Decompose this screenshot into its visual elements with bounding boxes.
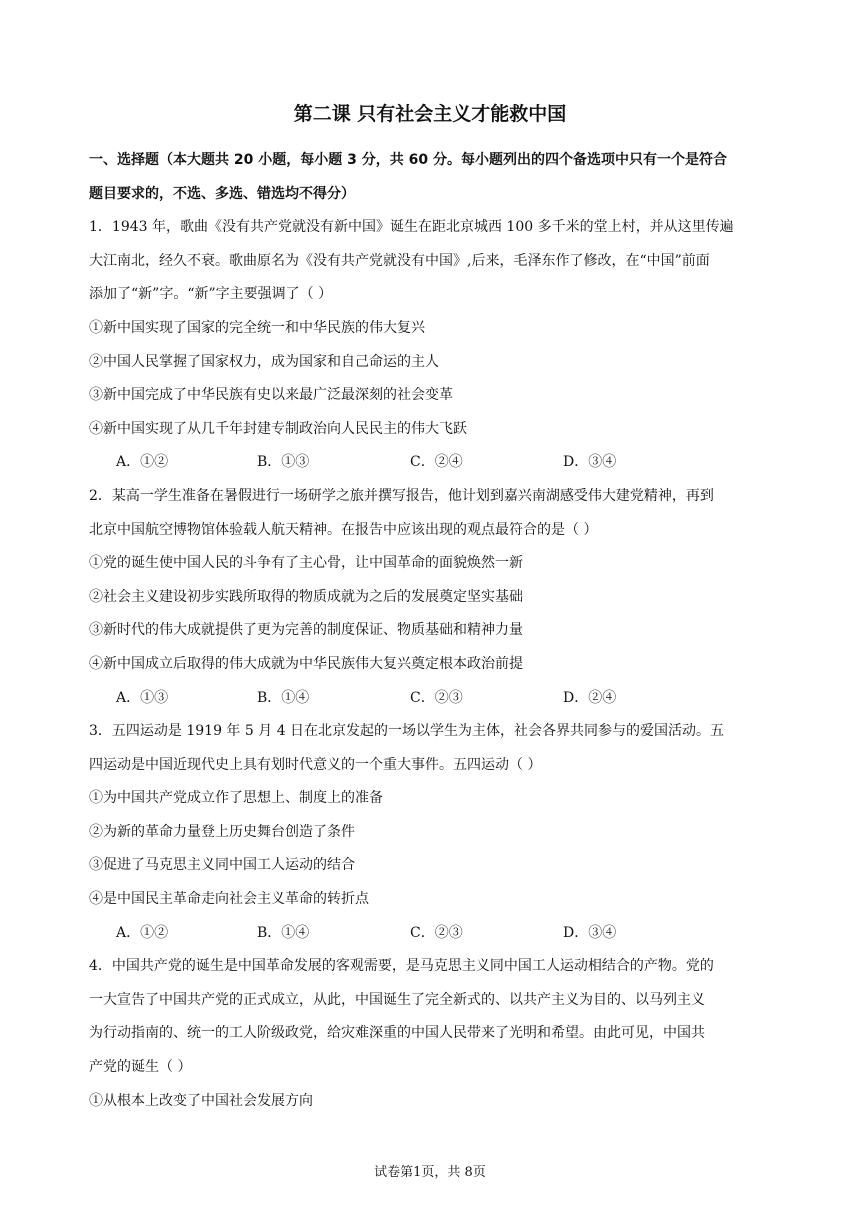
option-a: A．①② (116, 924, 169, 941)
question-stem-line: 一大宣告了中国共产党的正式成立，从此，中国诞生了完全新式的、以共产主义为目的、以马列主义 (89, 991, 705, 1008)
question-stem-line: 产党的诞生（ ） (89, 1059, 192, 1076)
option-b: B．①③ (257, 454, 310, 471)
question-4 (89, 950, 775, 1118)
option-a: A．①③ (116, 689, 169, 706)
question-stem-line: 四运动是中国近现代史上具有划时代意义的一个重大事件。五四运动（ ） (89, 756, 542, 773)
option-d: D．②④ (563, 689, 617, 706)
answer-options (89, 446, 775, 480)
statement: ①新中国实现了国家的完全统一和中华民族的伟大复兴 (89, 319, 425, 336)
statement: ③促进了马克思主义同中国工人运动的结合 (89, 857, 355, 874)
statement: ①为中国共产党成立作了思想上、制度上的准备 (89, 790, 383, 807)
option-b: B．①④ (257, 924, 310, 941)
statement: ②中国人民掌握了国家权力，成为国家和自己命运的主人 (89, 353, 439, 370)
statement: ③新中国完成了中华民族有史以来最广泛最深刻的社会变革 (89, 387, 453, 404)
lesson-title: 第二课 只有社会主义才能救中国 (293, 103, 567, 125)
statement: ①党的诞生使中国人民的斗争有了主心骨，让中国革命的面貌焕然一新 (89, 555, 523, 572)
question-2 (89, 480, 775, 715)
option-c: C．②③ (410, 689, 463, 706)
statement: ④新中国成立后取得的伟大成就为中华民族伟大复兴奠定根本政治前提 (89, 655, 523, 672)
option-d: D．③④ (563, 454, 617, 471)
option-a: A．①② (116, 454, 169, 471)
statement: ④新中国实现了从几千年封建专制政治向人民民主的伟大飞跃 (89, 420, 467, 437)
question-stem-line: 4．中国共产党的诞生是中国革命发展的客观需要，是马克思主义同中国工人运动相结合的产物。党的 (89, 958, 714, 975)
statement: ④是中国民主革命走向社会主义革命的转折点 (89, 891, 369, 908)
option-c: C．②③ (410, 924, 463, 941)
question-stem-line: 3．五四运动是 1919 年 5 月 4 日在北京发起的一场以学生为主体，社会各界共同参与的爱国活动。五 (89, 723, 725, 740)
question-stem-line: 北京中国航空博物馆体验载人航天精神。在报告中应该出现的观点最符合的是（ ） (89, 521, 598, 538)
option-d: D．③④ (563, 924, 617, 941)
section-heading-line: 一、选择题（本大题共 20 小题，每小题 3 分，共 60 分。每小题列出的四个备选项中只有一个是符合 (89, 152, 727, 168)
answer-options (89, 682, 775, 716)
answer-options (89, 917, 775, 951)
option-c: C．②④ (410, 454, 463, 471)
statement: ②为新的革命力量登上历史舞台创造了条件 (89, 823, 355, 840)
section-heading-line: 题目要求的，不选、多选、错选均不得分） (89, 185, 355, 202)
question-stem-line: 添加了“新”字。“新”字主要强调了（ ） (89, 286, 333, 303)
statement: ②社会主义建设初步实践所取得的物质成就为之后的发展奠定坚实基础 (89, 588, 523, 605)
question-1 (89, 211, 775, 480)
page-footer: 试卷第1页，共 8页 (374, 1165, 486, 1180)
question-stem-line: 大江南北，经久不衰。歌曲原名为《没有共产党就没有中国》,后来，毛泽东作了修改，在“中国”前面 (89, 252, 710, 269)
option-b: B．①④ (257, 689, 310, 706)
statement: ③新时代的伟大成就提供了更为完善的制度保证、物质基础和精神力量 (89, 622, 523, 639)
question-3 (89, 715, 775, 950)
exam-content (89, 144, 775, 1118)
question-stem-line: 为行动指南的、统一的工人阶级政党，给灾难深重的中国人民带来了光明和希望。由此可见，中国共 (89, 1025, 705, 1042)
statement: ①从根本上改变了中国社会发展方向 (89, 1092, 313, 1109)
question-stem-line: 1．1943 年，歌曲《没有共产党就没有新中国》诞生在距北京城西 100 多千米的堂上村，并从这里传遍 (89, 219, 734, 236)
question-stem-line: 2．某高一学生准备在暑假进行一场研学之旅并撰写报告，他计划到嘉兴南湖感受伟大建党精神，再到 (89, 487, 714, 504)
